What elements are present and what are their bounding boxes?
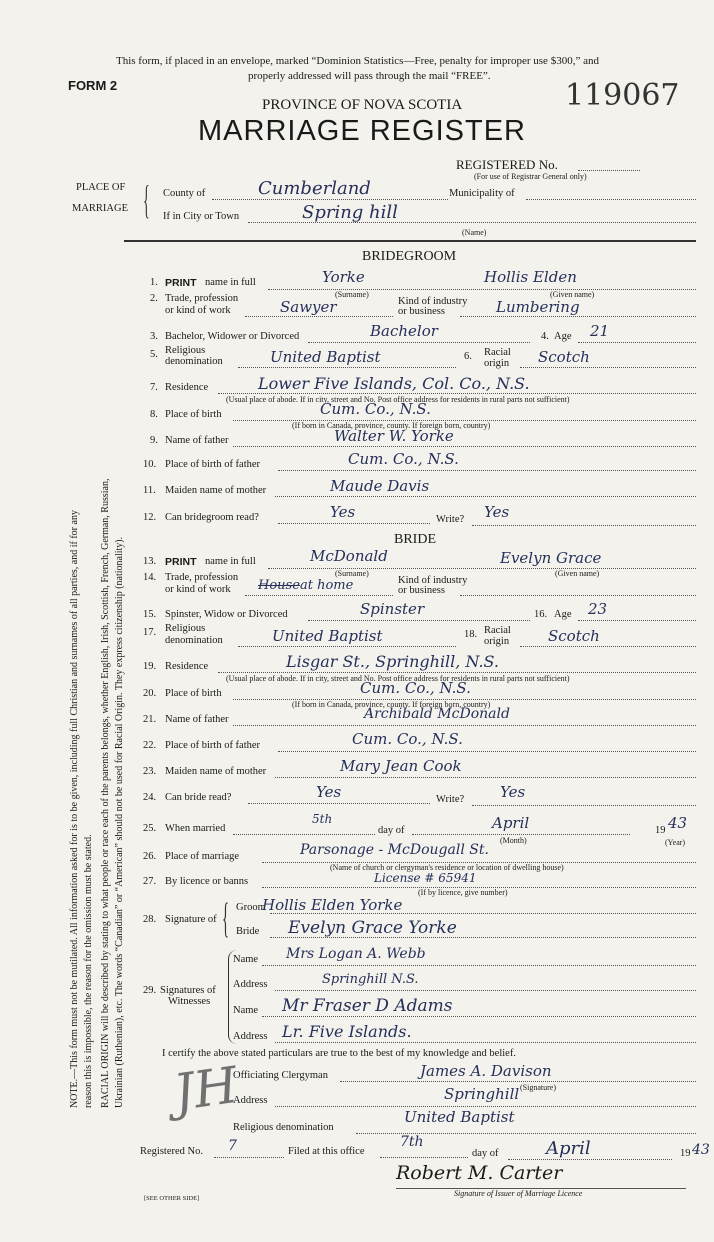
groom-industry: Lumbering (496, 298, 580, 316)
side-note-line4: Ukrainian (Ruthenian), etc. The words “Canadian” or “American” should not be used for Racial Origin. They express citizenship (nationality). (114, 536, 125, 1108)
place-label-line2: MARRIAGE (72, 203, 129, 214)
filed-year: 43 (692, 1142, 710, 1158)
licence-number: License # 65941 (374, 871, 477, 885)
issuer-signature: Robert M. Carter (396, 1162, 563, 1184)
bride-can-read: Yes (316, 783, 342, 801)
bride-trade-struck: House (258, 578, 300, 593)
bride-religion: United Baptist (272, 627, 383, 645)
denomination-label: Religious denomination (233, 1122, 334, 1133)
issuer-label: Signature of Issuer of Marriage Licence (454, 1189, 583, 1198)
clergyman-signature: James A. Davison (420, 1062, 552, 1080)
registered-no-label: REGISTERED No. (456, 157, 558, 172)
initials-scrawl: JH (170, 1055, 242, 1123)
groom-can-read: Yes (330, 503, 356, 521)
header-divider (124, 240, 696, 242)
groom-signature: Hollis Elden Yorke (262, 896, 403, 914)
filed-label: Filed at this office (288, 1146, 365, 1157)
groom-given-name: Hollis Elden (484, 268, 577, 286)
clergyman-label: Officiating Clergyman (233, 1070, 328, 1081)
groom-racial-origin: Scotch (538, 348, 590, 366)
city-label: If in City or Town (163, 211, 240, 222)
clergyman-address: Springhill (444, 1085, 520, 1103)
page-title: MARRIAGE REGISTER (198, 115, 526, 147)
groom-residence: Lower Five Islands, Col. Co., N.S. (258, 374, 530, 393)
bride-marital-status: Spinster (360, 600, 425, 618)
registered-label: Registered No. (140, 1146, 203, 1157)
see-other-side: [SEE OTHER SIDE] (144, 1195, 200, 1202)
certification-statement: I certify the above stated particulars are true to the best of my knowledge and belief. (162, 1048, 516, 1059)
bride-age: 23 (588, 600, 608, 618)
bridegroom-heading: BRIDEGROOM (362, 249, 457, 264)
groom-can-write: Yes (484, 503, 510, 521)
mail-notice-line1: This form, if placed in an envelope, marked “Dominion Statistics—Free, penalty for improper use $300,” and (116, 55, 599, 67)
marriage-year: 43 (668, 814, 688, 832)
groom-mother: Maude Davis (330, 477, 430, 495)
clergyman-address-label: Address (233, 1095, 268, 1106)
bride-mother: Mary Jean Cook (340, 757, 462, 775)
witness1-name: Mrs Logan A. Webb (286, 946, 426, 962)
filed-month: April (546, 1138, 591, 1159)
side-note-line3: RACIAL ORIGIN will be described by stating to what people or race each of the parents belongs, whether English, Irish, Scottish, French, German, Russian, (100, 478, 111, 1108)
province-heading: PROVINCE OF NOVA SCOTIA (262, 97, 463, 113)
bride-can-write: Yes (500, 783, 526, 801)
side-note-line2: reason this is impossible, the reason for the omission must be stated. (83, 834, 94, 1108)
registered-value: 7 (228, 1138, 237, 1154)
registrar-note: (For use of Registrar General only) (474, 172, 587, 181)
groom-marital-status: Bachelor (370, 322, 438, 340)
county-value: Cumberland (258, 178, 371, 199)
county-label: County of (163, 188, 206, 199)
groom-birthplace: Cum. Co., N.S. (320, 400, 431, 418)
filed-day-label: day of (472, 1148, 499, 1159)
side-note-line1: NOTE.—This form must not be mutilated. All information asked for is to be given, including full Christian and surnames of all parties, and if for any (69, 510, 80, 1108)
marriage-month: April (492, 814, 530, 832)
groom-father-birthplace: Cum. Co., N.S. (348, 450, 459, 468)
groom-father: Walter W. Yorke (334, 427, 454, 445)
bride-father: Archibald McDonald (364, 706, 510, 722)
municipality-label: Municipality of (449, 188, 515, 199)
marriage-day: 5th (312, 812, 333, 826)
groom-age: 21 (590, 322, 610, 340)
bride-given-name: Evelyn Grace (500, 549, 602, 567)
witness2-address: Lr. Five Islands. (282, 1022, 412, 1041)
filed-year-prefix: 19 (680, 1148, 691, 1159)
bride-father-birthplace: Cum. Co., N.S. (352, 730, 463, 748)
bride-heading: BRIDE (394, 532, 436, 547)
filed-day: 7th (400, 1134, 424, 1150)
groom-trade: Sawyer (280, 298, 337, 316)
marriage-place: Parsonage - McDougall St. (300, 842, 489, 858)
bride-residence: Lisgar St., Springhill, N.S. (286, 652, 499, 671)
witness1-address: Springhill N.S. (322, 972, 419, 987)
clergyman-denomination: United Baptist (404, 1108, 515, 1126)
city-value: Spring hill (302, 202, 398, 223)
signature-note: (Signature) (520, 1083, 556, 1092)
bride-trade: at home (300, 578, 354, 593)
bride-birthplace: Cum. Co., N.S. (360, 679, 471, 697)
witness2-name: Mr Fraser D Adams (282, 996, 453, 1016)
city-name-note: (Name) (462, 228, 487, 237)
place-label-line1: PLACE OF (76, 182, 126, 193)
groom-surname: Yorke (322, 268, 365, 286)
mail-notice-line2: properly addressed will pass through the mail “FREE”. (248, 70, 491, 82)
register-number-handwritten: 119067 (565, 78, 680, 113)
groom-religion: United Baptist (270, 348, 381, 366)
bride-signature: Evelyn Grace Yorke (288, 918, 457, 938)
bride-racial-origin: Scotch (548, 627, 600, 645)
bride-surname: McDonald (310, 547, 388, 565)
form-number: FORM 2 (68, 78, 118, 93)
